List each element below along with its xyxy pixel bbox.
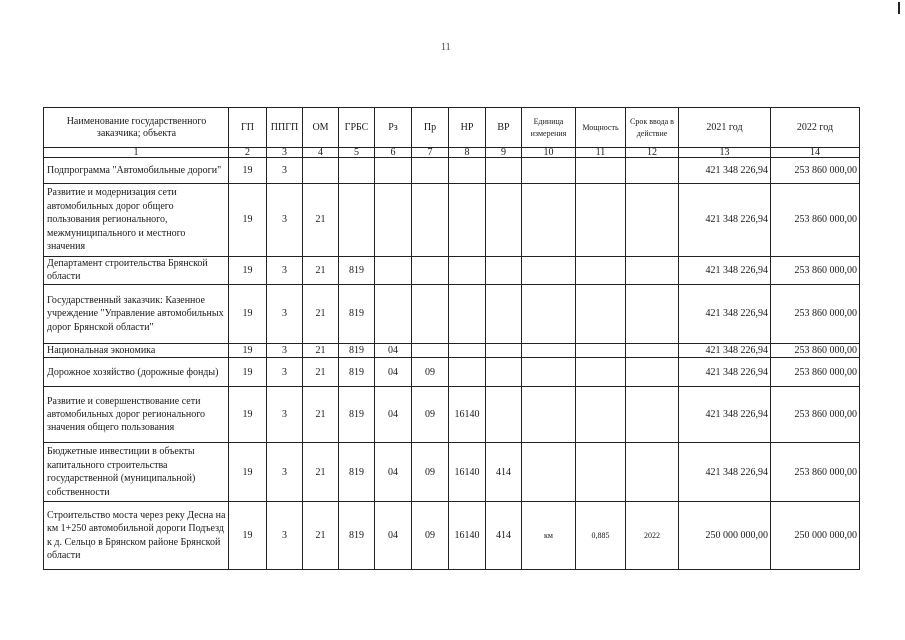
cell-rz	[375, 257, 412, 285]
cell-gp: 19	[229, 184, 267, 257]
cell-name: Департамент строительства Брянской области	[44, 257, 229, 285]
cell-nr: 16140	[449, 387, 486, 443]
cell-rz: 04	[375, 443, 412, 502]
cell-vr	[486, 387, 522, 443]
table-row	[44, 358, 860, 387]
header-2021: 2021 год	[679, 108, 771, 148]
cell-gp: 19	[229, 343, 267, 357]
cell-nr	[449, 184, 486, 257]
cell-y2022: 253 860 000,00	[771, 443, 860, 502]
cell-om: 21	[303, 257, 339, 285]
cell-commission	[626, 184, 679, 257]
cell-capacity	[576, 284, 626, 343]
cell-y2021: 421 348 226,94	[679, 284, 771, 343]
cell-om: 21	[303, 343, 339, 357]
cell-rz	[375, 184, 412, 257]
cell-grbs: 819	[339, 502, 375, 570]
cell-om: 21	[303, 502, 339, 570]
column-number: 6	[375, 148, 412, 158]
cell-pr	[412, 257, 449, 285]
cell-unit	[522, 343, 576, 357]
cell-grbs: 819	[339, 257, 375, 285]
cell-unit	[522, 158, 576, 184]
cell-nr	[449, 358, 486, 387]
cell-nr: 16140	[449, 502, 486, 570]
cell-unit	[522, 387, 576, 443]
cell-grbs	[339, 158, 375, 184]
cell-rz: 04	[375, 387, 412, 443]
header-vr: ВР	[486, 108, 522, 148]
header-name: Наименование государственного заказчика; объекта	[44, 108, 229, 148]
cell-name: Подпрограмма "Автомобильные дороги"	[44, 158, 229, 184]
cell-ppgp: 3	[267, 284, 303, 343]
cell-pr	[412, 158, 449, 184]
column-number: 1	[44, 148, 229, 158]
cell-nr	[449, 343, 486, 357]
cell-vr: 414	[486, 443, 522, 502]
header-om: ОМ	[303, 108, 339, 148]
cell-rz	[375, 284, 412, 343]
cell-gp: 19	[229, 443, 267, 502]
table-row	[44, 502, 860, 570]
cell-gp: 19	[229, 358, 267, 387]
cell-grbs: 819	[339, 343, 375, 357]
table-row	[44, 387, 860, 443]
cell-name: Дорожное хозяйство (дорожные фонды)	[44, 358, 229, 387]
cell-y2022: 250 000 000,00	[771, 502, 860, 570]
cell-gp: 19	[229, 387, 267, 443]
cell-name: Развитие и совершенствование сети автомобильных дорог регионального значения общего пользования	[44, 387, 229, 443]
header-pr: Пр	[412, 108, 449, 148]
cell-rz	[375, 158, 412, 184]
cell-pr: 09	[412, 387, 449, 443]
cell-nr: 16140	[449, 443, 486, 502]
cell-om: 21	[303, 387, 339, 443]
cell-om: 21	[303, 184, 339, 257]
cell-y2022: 253 860 000,00	[771, 184, 860, 257]
column-number: 4	[303, 148, 339, 158]
cell-vr	[486, 284, 522, 343]
cell-commission	[626, 343, 679, 357]
cell-capacity	[576, 343, 626, 357]
cell-pr	[412, 284, 449, 343]
cell-y2022: 253 860 000,00	[771, 257, 860, 285]
table-row	[44, 257, 860, 285]
cell-commission	[626, 387, 679, 443]
cell-capacity	[576, 387, 626, 443]
cell-vr	[486, 184, 522, 257]
header-capacity: Мощность	[576, 108, 626, 148]
cell-name: Национальная экономика	[44, 343, 229, 357]
cell-y2021: 421 348 226,94	[679, 443, 771, 502]
cell-y2022: 253 860 000,00	[771, 158, 860, 184]
column-number: 14	[771, 148, 860, 158]
cell-commission	[626, 257, 679, 285]
cell-y2021: 421 348 226,94	[679, 343, 771, 357]
header-gp: ГП	[229, 108, 267, 148]
table-row	[44, 443, 860, 502]
cell-y2021: 421 348 226,94	[679, 257, 771, 285]
column-number-row	[44, 148, 860, 158]
cell-pr: 09	[412, 443, 449, 502]
cell-ppgp: 3	[267, 358, 303, 387]
cell-ppgp: 3	[267, 343, 303, 357]
cell-y2021: 250 000 000,00	[679, 502, 771, 570]
cell-y2021: 421 348 226,94	[679, 387, 771, 443]
cell-unit	[522, 257, 576, 285]
table-row	[44, 158, 860, 184]
cell-om: 21	[303, 284, 339, 343]
cell-pr	[412, 184, 449, 257]
cell-gp: 19	[229, 284, 267, 343]
cell-capacity: 0,885	[576, 502, 626, 570]
table-header-row	[44, 108, 860, 148]
table-row	[44, 343, 860, 357]
table-row	[44, 284, 860, 343]
cell-capacity	[576, 443, 626, 502]
cell-vr	[486, 358, 522, 387]
column-number: 12	[626, 148, 679, 158]
cell-nr	[449, 158, 486, 184]
cell-rz: 04	[375, 343, 412, 357]
cell-unit	[522, 284, 576, 343]
cell-rz: 04	[375, 502, 412, 570]
header-unit: Единица измерения	[522, 108, 576, 148]
cell-gp: 19	[229, 502, 267, 570]
cell-pr: 09	[412, 502, 449, 570]
cell-commission	[626, 358, 679, 387]
cell-capacity	[576, 158, 626, 184]
cell-vr	[486, 343, 522, 357]
cell-vr	[486, 158, 522, 184]
cell-y2021: 421 348 226,94	[679, 158, 771, 184]
cell-om	[303, 158, 339, 184]
cell-nr	[449, 284, 486, 343]
cell-vr	[486, 257, 522, 285]
header-grbs: ГРБС	[339, 108, 375, 148]
column-number: 9	[486, 148, 522, 158]
cell-gp: 19	[229, 158, 267, 184]
cell-y2021: 421 348 226,94	[679, 184, 771, 257]
cell-y2022: 253 860 000,00	[771, 358, 860, 387]
column-number: 3	[267, 148, 303, 158]
cell-y2021: 421 348 226,94	[679, 358, 771, 387]
column-number: 10	[522, 148, 576, 158]
cell-capacity	[576, 358, 626, 387]
cell-grbs	[339, 184, 375, 257]
table-row	[44, 184, 860, 257]
header-ppgp: ППГП	[267, 108, 303, 148]
cell-gp: 19	[229, 257, 267, 285]
column-number: 8	[449, 148, 486, 158]
cell-grbs: 819	[339, 387, 375, 443]
cell-rz: 04	[375, 358, 412, 387]
cell-capacity	[576, 184, 626, 257]
cell-grbs: 819	[339, 358, 375, 387]
cell-vr: 414	[486, 502, 522, 570]
cell-name: Государственный заказчик: Казенное учреждение "Управление автомобильных дорог Брянской области"	[44, 284, 229, 343]
column-number: 11	[576, 148, 626, 158]
cell-ppgp: 3	[267, 502, 303, 570]
cell-y2022: 253 860 000,00	[771, 284, 860, 343]
budget-table	[43, 107, 860, 570]
cell-ppgp: 3	[267, 158, 303, 184]
cell-ppgp: 3	[267, 257, 303, 285]
cell-ppgp: 3	[267, 387, 303, 443]
cell-unit	[522, 443, 576, 502]
cell-om: 21	[303, 443, 339, 502]
header-2022: 2022 год	[771, 108, 860, 148]
cell-commission	[626, 284, 679, 343]
cell-capacity	[576, 257, 626, 285]
cell-y2022: 253 860 000,00	[771, 387, 860, 443]
cell-grbs: 819	[339, 443, 375, 502]
page-number: 11	[441, 42, 451, 53]
cell-om: 21	[303, 358, 339, 387]
cell-commission	[626, 158, 679, 184]
cell-unit	[522, 184, 576, 257]
cell-commission	[626, 443, 679, 502]
margin-mark	[898, 2, 900, 14]
cell-unit: км	[522, 502, 576, 570]
cell-grbs: 819	[339, 284, 375, 343]
column-number: 2	[229, 148, 267, 158]
column-number: 5	[339, 148, 375, 158]
cell-name: Развитие и модернизация сети автомобильных дорог общего пользования регионального, межмуниципального и местного значения	[44, 184, 229, 257]
cell-y2022: 253 860 000,00	[771, 343, 860, 357]
cell-ppgp: 3	[267, 443, 303, 502]
column-number: 13	[679, 148, 771, 158]
cell-nr	[449, 257, 486, 285]
cell-pr: 09	[412, 358, 449, 387]
header-commission: Срок ввода в действие	[626, 108, 679, 148]
cell-commission: 2022	[626, 502, 679, 570]
header-nr: НР	[449, 108, 486, 148]
cell-name: Бюджетные инвестиции в объекты капитального строительства государственной (муниципальной) собственности	[44, 443, 229, 502]
column-number: 7	[412, 148, 449, 158]
cell-ppgp: 3	[267, 184, 303, 257]
header-rz: Рз	[375, 108, 412, 148]
cell-pr	[412, 343, 449, 357]
cell-unit	[522, 358, 576, 387]
cell-name: Строительство моста через реку Десна на км 1+250 автомобильной дороги Подъезд к д. Сельцо в Брянском районе Брянской области	[44, 502, 229, 570]
